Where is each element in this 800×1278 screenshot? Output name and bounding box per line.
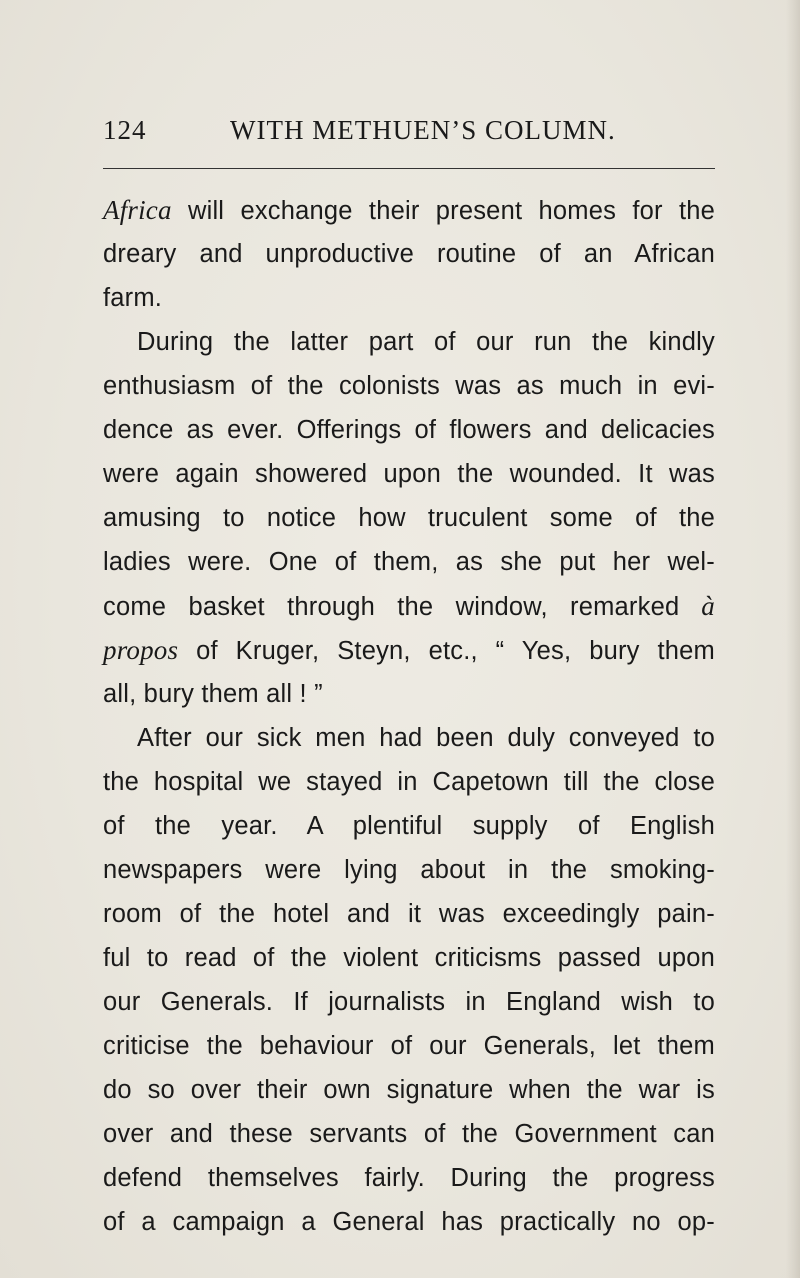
text-line: amusing to notice how truculent some of the — [103, 504, 715, 532]
text-line: propos of Kruger, Steyn, etc., “ Yes, bury them — [103, 635, 715, 665]
italic-word: à — [679, 591, 716, 621]
running-title: WITH METHUEN’S COLUMN. — [230, 115, 616, 145]
text-line: over and these servants of the Government can — [103, 1120, 715, 1148]
text-line: farm. — [103, 284, 163, 312]
text-line: newspapers were lying about in the smoking- — [103, 856, 715, 884]
text-line: of a campaign a General has practically no op- — [103, 1208, 715, 1236]
running-head — [103, 110, 623, 150]
italic-word: propos — [103, 635, 179, 665]
text-line: Africa will exchange their present homes for the — [103, 195, 715, 225]
text-line: all, bury them all ! ” — [103, 680, 323, 708]
text-line: the hospital we stayed in Capetown till the close — [103, 768, 715, 796]
text-line: defend themselves fairly. During the progress — [103, 1164, 715, 1192]
italic-word: Africa — [103, 195, 172, 225]
text-line: enthusiasm of the colonists was as much in evi- — [103, 372, 715, 400]
header-rule — [103, 168, 715, 169]
text-line: room of the hotel and it was exceedingly pain- — [103, 900, 715, 928]
paragraph-start-line: After our sick men had been duly conveyed to — [137, 724, 715, 752]
page-number: 124 — [103, 115, 147, 145]
text-line: come basket through the window, remarked à — [103, 591, 716, 621]
text-line: our Generals. If journalists in England wish to — [103, 988, 715, 1016]
text-line: of the year. A plentiful supply of English — [103, 812, 715, 840]
text-line: dreary and unproductive routine of an African — [103, 240, 715, 268]
text-line: were again showered upon the wounded. It was — [103, 460, 715, 488]
body-text — [103, 188, 715, 1244]
text-line: do so over their own signature when the war is — [103, 1076, 715, 1104]
page-edge-shadow — [786, 0, 800, 1278]
text-line: dence as ever. Offerings of flowers and delicacies — [103, 416, 715, 444]
text-line: ful to read of the violent criticisms passed upon — [103, 944, 715, 972]
text-line: criticise the behaviour of our Generals, let them — [103, 1032, 715, 1060]
paragraph-start-line: During the latter part of our run the kindly — [137, 328, 715, 356]
text-line: ladies were. One of them, as she put her wel- — [103, 548, 715, 576]
